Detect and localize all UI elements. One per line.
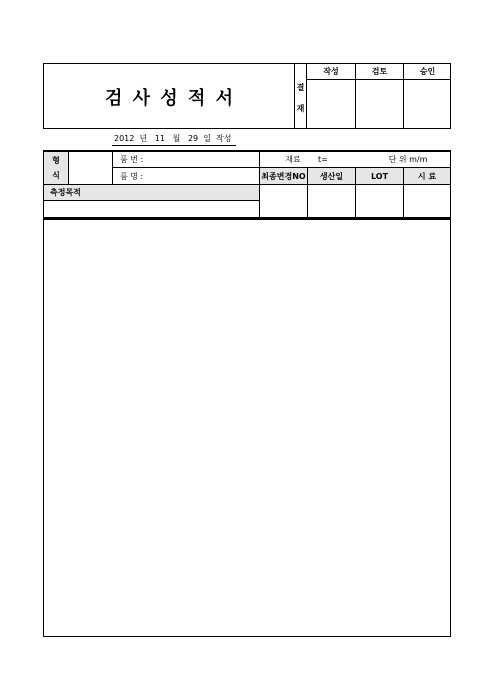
- col-production-date: 생산일: [319, 171, 344, 181]
- col-last-change-no: 최종변경NO: [261, 171, 306, 181]
- date-line: 2012 년 11 월 29 일 작성: [114, 133, 232, 143]
- unit-label: 단 위 m/m: [388, 155, 428, 164]
- col-lot: LOT: [370, 171, 389, 181]
- info-row-line-2: [44, 184, 451, 185]
- purpose-label: 측정목적: [50, 188, 81, 197]
- approval-col-reviewed: 검토: [371, 67, 388, 76]
- approval-side-label-top: 결: [296, 82, 305, 92]
- purpose-value-field[interactable]: [44, 201, 259, 217]
- part-no-label: 품 번 :: [120, 155, 144, 164]
- document-title: 검 사 성 적 서: [104, 88, 235, 109]
- approval-box-written[interactable]: [307, 80, 355, 129]
- material-label: 재료: [285, 155, 301, 164]
- part-name-label: 품 명 :: [120, 171, 144, 181]
- type-label-bottom: 식: [52, 170, 60, 180]
- approval-side-label-bottom: 재: [296, 103, 305, 113]
- approval-divider-left: [294, 63, 295, 129]
- approval-col-written: 작성: [323, 67, 339, 76]
- thickness-label: t=: [318, 155, 328, 164]
- approval-box-approved[interactable]: [404, 80, 451, 129]
- type-value-field[interactable]: [69, 152, 111, 184]
- type-label-top: 형: [52, 155, 60, 165]
- col-sample: 시 료: [417, 171, 437, 181]
- inspection-body-area[interactable]: [43, 218, 451, 637]
- approval-box-reviewed[interactable]: [356, 80, 403, 129]
- date-underline: [112, 145, 236, 146]
- approval-col-approved: 승인: [419, 67, 436, 76]
